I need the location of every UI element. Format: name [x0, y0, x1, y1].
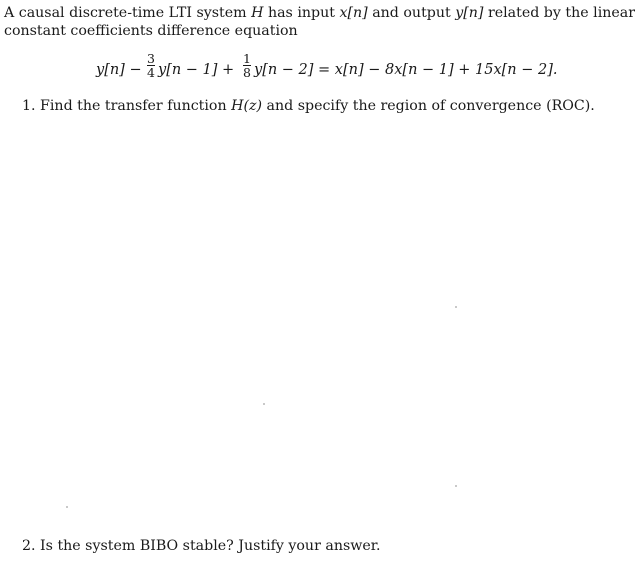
system-symbol: H	[251, 5, 264, 21]
fraction-1-denominator: 4	[147, 65, 155, 80]
statement-line-2: constant coefficients difference equation	[4, 23, 298, 39]
equation-term-3: y[n − 2] = x[n] − 8x[n − 1] + 15x[n − 2].	[254, 62, 558, 78]
fraction-1-numerator: 3	[147, 51, 155, 66]
fraction-2-denominator: 8	[243, 65, 251, 80]
statement-line-1: A causal discrete-time LTI system H has input x[n] and output y[n] related by the linear	[4, 5, 635, 21]
difference-equation	[96, 50, 558, 84]
question-2: 2. Is the system BIBO stable? Justify your answer.	[22, 538, 381, 554]
output-signal: y[n]	[455, 5, 484, 21]
paper-speck	[455, 306, 457, 308]
problem-statement	[4, 4, 635, 40]
equation-term-2: y[n − 1] +	[158, 62, 235, 78]
transfer-function-symbol: H(z)	[231, 98, 263, 114]
fraction-2-numerator: 1	[243, 51, 251, 66]
paper-speck	[66, 506, 68, 508]
paper-speck	[263, 403, 265, 405]
equation-term-1: y[n] −	[96, 62, 142, 78]
input-signal: x[n]	[339, 5, 368, 21]
question-1: 1. Find the transfer function H(z) and specify the region of convergence (ROC).	[22, 98, 595, 114]
fraction-three-quarters	[146, 52, 156, 79]
fraction-one-eighth	[242, 52, 252, 79]
paper-speck	[455, 485, 457, 487]
